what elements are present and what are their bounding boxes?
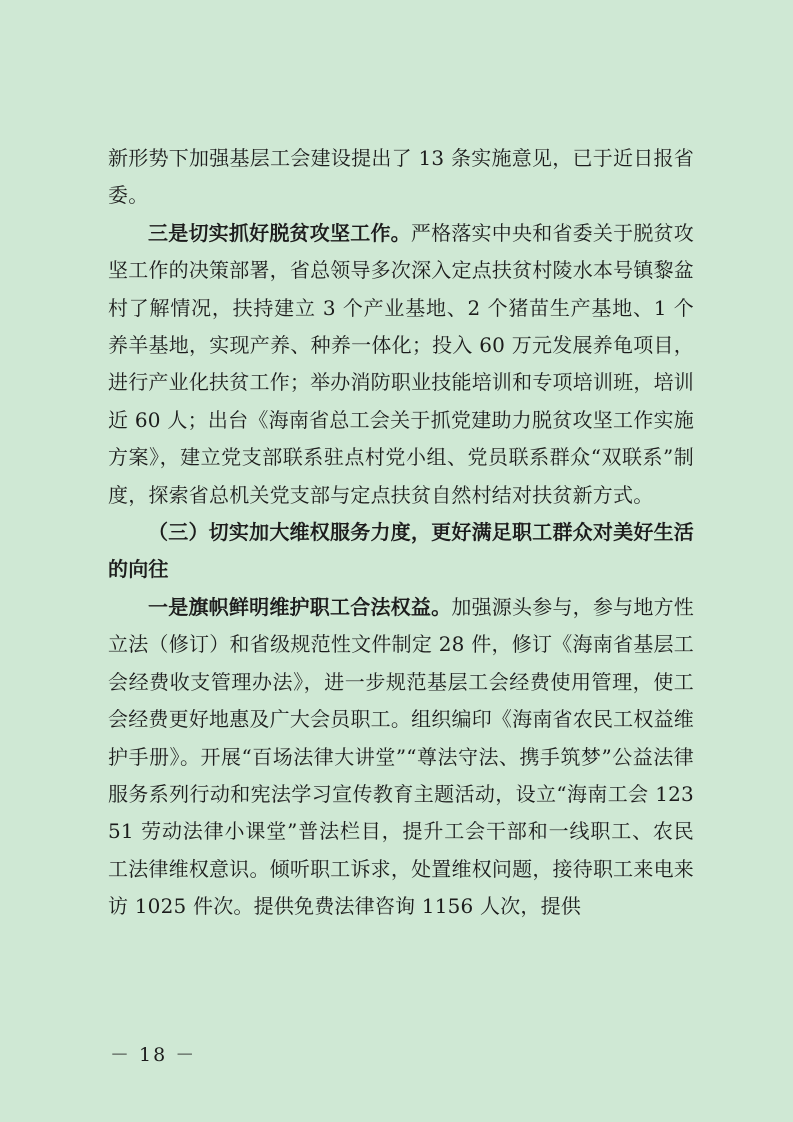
page-number: － 18 － [110,1044,197,1066]
paragraph-lead: 三是切实抓好脱贫攻坚工作。 [148,220,411,245]
paragraph-continuation [108,140,694,215]
paragraph-text: 加强源头参与，参与地方性立法（修订）和省级规范性文件制定 28 件，修订《海南省基层工会经费收支管理办法》，进一步规范基层工会经费使用管理，使工会经费更好地惠及广大会员职工。组织编印《海南省农民工权益维护手册》。开展“百场法律大讲堂”“尊法守法、携手筑梦”公益法律服务系列行动和宪法学习宣传教育主题活动，设立“海南工会 12351 劳动法律小课堂”普法栏目，提升工会干部和一线职工、农民工法律维权意识。倾听职工诉求，处置维权问题，接待职工来电来访 1025 件次。提供免费法律咨询 1156 人次，提供 [108,594,694,919]
section-heading-text: （三）切实加大维权服务力度，更好满足职工群众对美好生活的向往 [108,520,694,582]
document-body [108,140,694,926]
paragraph-rights-protection [108,589,694,926]
section-heading [108,514,694,589]
paragraph-lead: 一是旗帜鲜明维护职工合法权益。 [148,594,452,619]
paragraph-text: 新形势下加强基层工会建设提出了 13 条实施意见，已于近日报省委。 [108,146,694,208]
paragraph-text: 严格落实中央和省委关于脱贫攻坚工作的决策部署，省总领导多次深入定点扶贫村陵水本号镇黎盆村了解情况，扶持建立 3 个产业基地、2 个猪苗生产基地、1 个养羊基地，实现产养、种养一体化；投入 60 万元发展养龟项目，进行产业化扶贫工作；举办消防职业技能培训和专项培训班，培训近 60 人；出台《海南省总工会关于抓党建助力脱贫攻坚工作实施方案》，建立党支部联系驻点村党小组、党员联系群众“双联系”制度，探索省总机关党支部与定点扶贫自然村结对扶贫新方式。 [108,220,694,507]
paragraph-poverty-alleviation [108,215,694,514]
